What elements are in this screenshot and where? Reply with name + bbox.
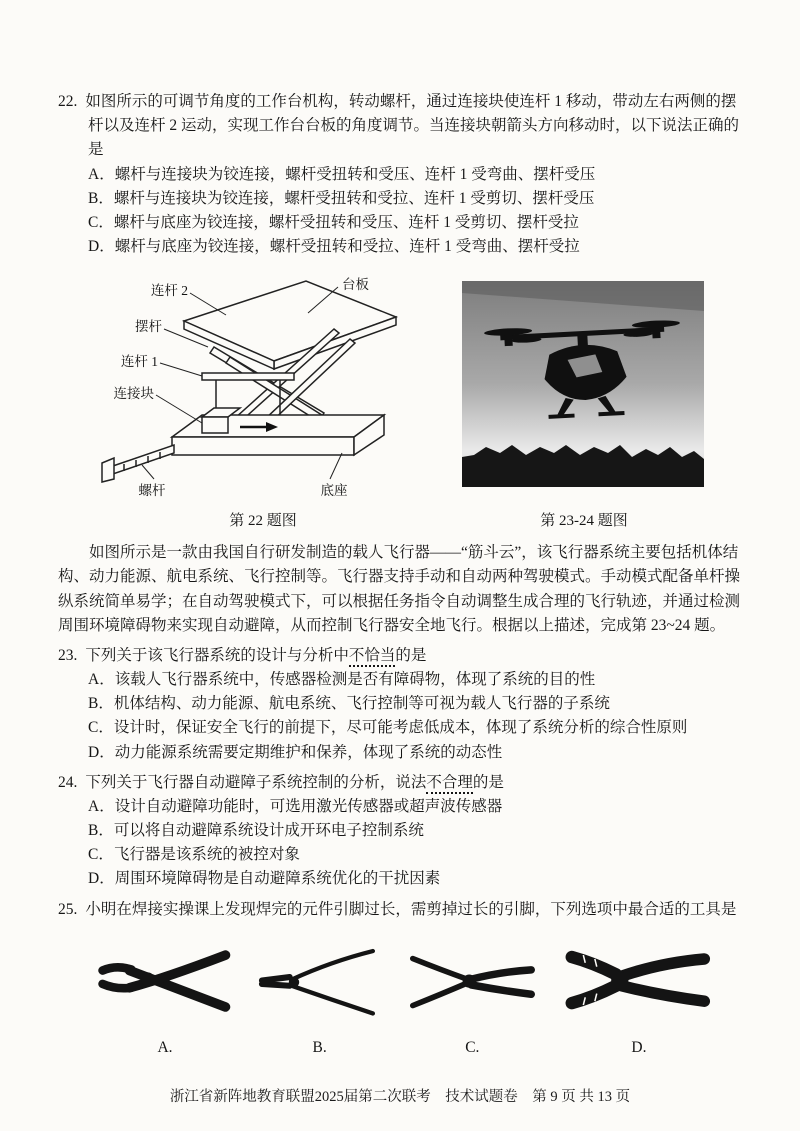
worktable-mechanism-drawing [96,267,430,503]
option-24-d: D．周围环境障碍物是自动避障系统优化的干扰因素 [88,870,441,888]
question-24-emphasis: 不合理 [426,774,473,794]
question-24-options [58,795,746,892]
combination-pliers-image [92,934,238,1030]
option-22-d: D．螺杆与底座为铰连接，螺杆受扭转和受拉、连杆 1 受弯曲、摆杆受拉 [88,238,580,256]
option-24-a: A．设计自动避障功能时，可选用激光传感器或超声波传感器 [88,797,503,815]
figure-23-24-caption: 第 23-24 题图 [540,512,628,529]
question-23-emphasis: 不恰当 [349,647,396,667]
question-22-options [58,163,746,260]
question-22-text: 如图所示的可调节角度的工作台机构，转动螺杆，通过连接块使连杆 1 移动，带动左右两侧的摆杆以及连杆 2 运动，实现工作台台板的角度调节。当连接块朝箭头方向移动时，以下说法正确的是 [85,93,740,159]
question-25-number: 25. [58,900,78,918]
option-22-a: A．螺杆与连接块为铰连接，螺杆受扭转和受压、连杆 1 受弯曲、摆杆受压 [88,165,596,183]
tool-option-c-label: C. [465,1038,480,1056]
option-23-b: B．机体结构、动力能源、航电系统、飞行控制等可视为载人飞行器的子系统 [88,695,610,713]
figure-23-24 [462,267,706,533]
tool-option-a-label: A. [157,1038,173,1056]
diagonal-cutter-image [255,938,385,1030]
question-24-stem [58,771,746,795]
label-taiban: 台板 [342,277,369,293]
tool-option-a [92,934,238,1060]
tool-option-b [255,938,385,1060]
aircraft-photo [462,281,704,487]
label-liangan1: 连杆 1 [120,354,158,370]
question-24 [58,771,746,892]
question-22-stem [58,90,746,163]
option-24-b: B．可以将自动避障系统设计成开环电子控制系统 [88,822,424,840]
question-24-text-tail: 的是 [472,773,504,791]
tool-option-d [560,934,718,1060]
question-24-number: 24. [58,773,78,791]
label-liangan2: 连杆 2 [150,283,188,299]
page-footer: 浙江省新阵地教育联盟2025届第二次联考 技术试题卷 第 9 页 共 13 页 [169,1089,631,1106]
label-baigan: 摆杆 [135,319,162,335]
q25-tool-options [58,934,746,1060]
question-25-stem [58,898,746,922]
lineman-pliers-image [560,934,718,1030]
option-22-c: C．螺杆与底座为铰连接，螺杆受扭转和受压、连杆 1 受剪切、摆杆受拉 [88,213,579,231]
question-23-text: 下列关于该飞行器系统的设计与分析中 [85,646,349,664]
question-23-number: 23. [58,646,78,664]
question-24-text: 下列关于飞行器自动避障子系统控制的分析，说法 [85,773,427,791]
option-23-d: D．动力能源系统需要定期维护和保养，体现了系统的动态性 [88,743,503,761]
question-23-text-tail: 的是 [395,646,427,664]
option-22-b: B．螺杆与连接块为铰连接，螺杆受扭转和受拉、连杆 1 受剪切、摆杆受压 [88,189,595,207]
figure-22-caption: 第 22 题图 [229,512,297,529]
passage-23-24: 如图所示是一款由我国自行研发制造的载人飞行器——“筋斗云”，该飞行器系统主要包括机体结构、动力能源、航电系统、飞行控制等。飞行器支持手动和自动两种驾驶模式。手动模式配备单杆操纵系统简单易学；在自动驾驶模式下，可以根据任务指令自动调整生成合理的飞行轨迹，并通过检测周围环境障碍物来实现自动避障，从而控制飞行器安全地飞行。根据以上描述，完成第 23~24 题。 [58,544,741,634]
option-23-a: A．该载人飞行器系统中，传感器检测是否有障碍物，体现了系统的目的性 [88,671,596,689]
tool-option-c [401,936,543,1060]
question-23-stem [58,644,746,668]
question-23-options [58,668,746,765]
tool-option-b-label: B. [312,1038,327,1056]
figures-row [58,267,746,533]
option-24-c: C．飞行器是该系统的被控对象 [88,846,300,864]
question-23 [58,644,746,765]
question-22-number: 22. [58,93,78,110]
question-22 [58,90,746,259]
tool-option-d-label: D. [631,1038,647,1056]
label-luogan: 螺杆 [138,483,166,499]
needle-nose-pliers-image [401,936,543,1030]
label-lianjiekuai: 连接块 [113,386,154,402]
figure-22 [96,267,430,533]
option-23-c: C．设计时，保证安全飞行的前提下，尽可能考虑低成本，体现了系统分析的综合性原则 [88,719,688,737]
question-25 [58,898,746,922]
question-25-text: 小明在焊接实操课上发现焊完的元件引脚过长，需剪掉过长的引脚，下列选项中最合适的工具是 [85,900,737,918]
label-dizuo: 底座 [320,483,348,499]
